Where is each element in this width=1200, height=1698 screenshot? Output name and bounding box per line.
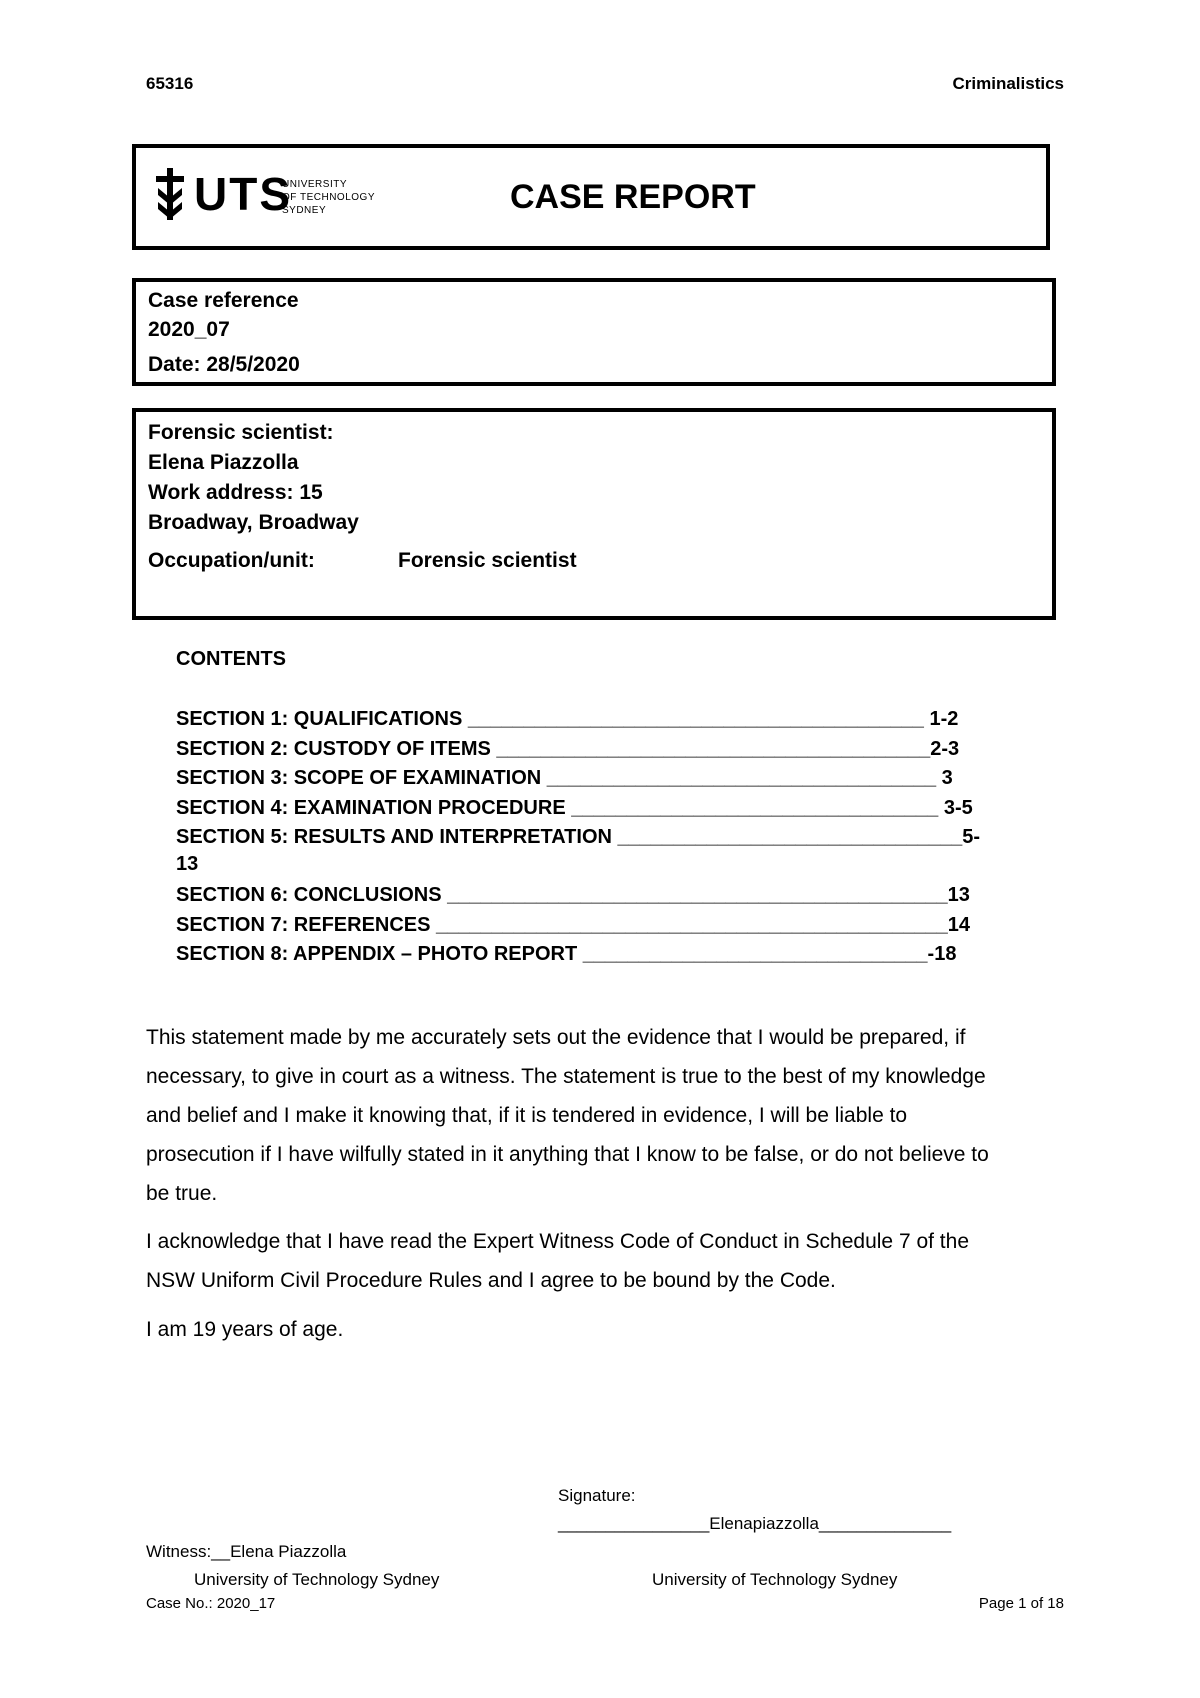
uts-logo-caption <box>282 178 375 217</box>
age-statement: I am 19 years of age. <box>146 1318 344 1341</box>
toc-item: SECTION 5: RESULTS AND INTERPRETATION _______________________________5- <box>176 826 981 848</box>
case-reference-box <box>132 278 1056 386</box>
scientist-label: Forensic scientist: <box>148 421 334 444</box>
statement-line: and belief and I make it knowing that, if it is tendered in evidence, I will be liable to <box>146 1104 908 1127</box>
statement-paragraph-1 <box>146 1018 1066 1213</box>
page-number: Page 1 of 18 <box>978 1595 1064 1612</box>
title-box <box>132 144 1050 250</box>
toc-item: 13 <box>176 853 199 875</box>
work-address-line-1: Work address: 15 <box>148 481 323 504</box>
statement-line: I acknowledge that I have read the Expert Witness Code of Conduct in Schedule 7 of the <box>146 1230 969 1253</box>
statement-line: necessary, to give in court as a witness. The statement is true to the best of my knowledge <box>146 1065 986 1088</box>
toc-item: SECTION 3: SCOPE OF EXAMINATION ___________________________________ 3 <box>176 767 953 789</box>
case-reference-value: 2020_07 <box>148 318 230 341</box>
course-code: 65316 <box>146 74 194 93</box>
witness-organization: University of Technology Sydney <box>194 1570 440 1589</box>
table-of-contents <box>176 704 1036 984</box>
logo-line-1: UNIVERSITY <box>282 179 348 190</box>
forensic-scientist-box <box>132 408 1056 620</box>
toc-item: SECTION 4: EXAMINATION PROCEDURE _________________________________ 3-5 <box>176 797 973 819</box>
work-address-line-2: Broadway, Broadway <box>148 511 359 534</box>
occupation-label: Occupation/unit: <box>148 549 315 572</box>
toc-item: SECTION 6: CONCLUSIONS _____________________________________________13 <box>176 884 970 906</box>
case-number: Case No.: 2020_17 <box>146 1595 276 1612</box>
signature-line: ________________Elenapiazzolla______________ <box>558 1514 952 1533</box>
occupation-value: Forensic scientist <box>398 549 577 572</box>
statement-line: This statement made by me accurately sets out the evidence that I would be prepared, if <box>146 1026 966 1049</box>
statement-line: prosecution if I have wilfully stated in it anything that I know to be false, or do not believe to <box>146 1143 989 1166</box>
case-reference-label: Case reference <box>148 289 299 312</box>
contents-heading: CONTENTS <box>176 648 286 670</box>
toc-item: SECTION 7: REFERENCES ______________________________________________14 <box>176 914 970 936</box>
subject-header: Criminalistics <box>952 74 1064 93</box>
toc-item: SECTION 8: APPENDIX – PHOTO REPORT _______________________________-18 <box>176 943 957 965</box>
signature-label: Signature: <box>558 1486 636 1505</box>
page-title: CASE REPORT <box>510 178 756 216</box>
toc-item: SECTION 1: QUALIFICATIONS _________________________________________ 1-2 <box>176 708 959 730</box>
logo-line-2: OF TECHNOLOGY <box>282 192 375 203</box>
scientist-name: Elena Piazzolla <box>148 451 299 474</box>
witness-line: Witness:__Elena Piazzolla <box>146 1542 347 1561</box>
statement-paragraph-2 <box>146 1222 1066 1300</box>
case-date: Date: 28/5/2020 <box>148 353 300 376</box>
logo-line-3: SYDNEY <box>282 205 327 216</box>
uts-crest-icon <box>154 168 186 220</box>
statement-line: be true. <box>146 1182 218 1205</box>
uts-wordmark: UTS <box>194 168 292 220</box>
toc-item: SECTION 2: CUSTODY OF ITEMS _______________________________________2-3 <box>176 738 960 760</box>
signature-organization: University of Technology Sydney <box>652 1570 898 1589</box>
statement-line: NSW Uniform Civil Procedure Rules and I agree to be bound by the Code. <box>146 1269 836 1292</box>
